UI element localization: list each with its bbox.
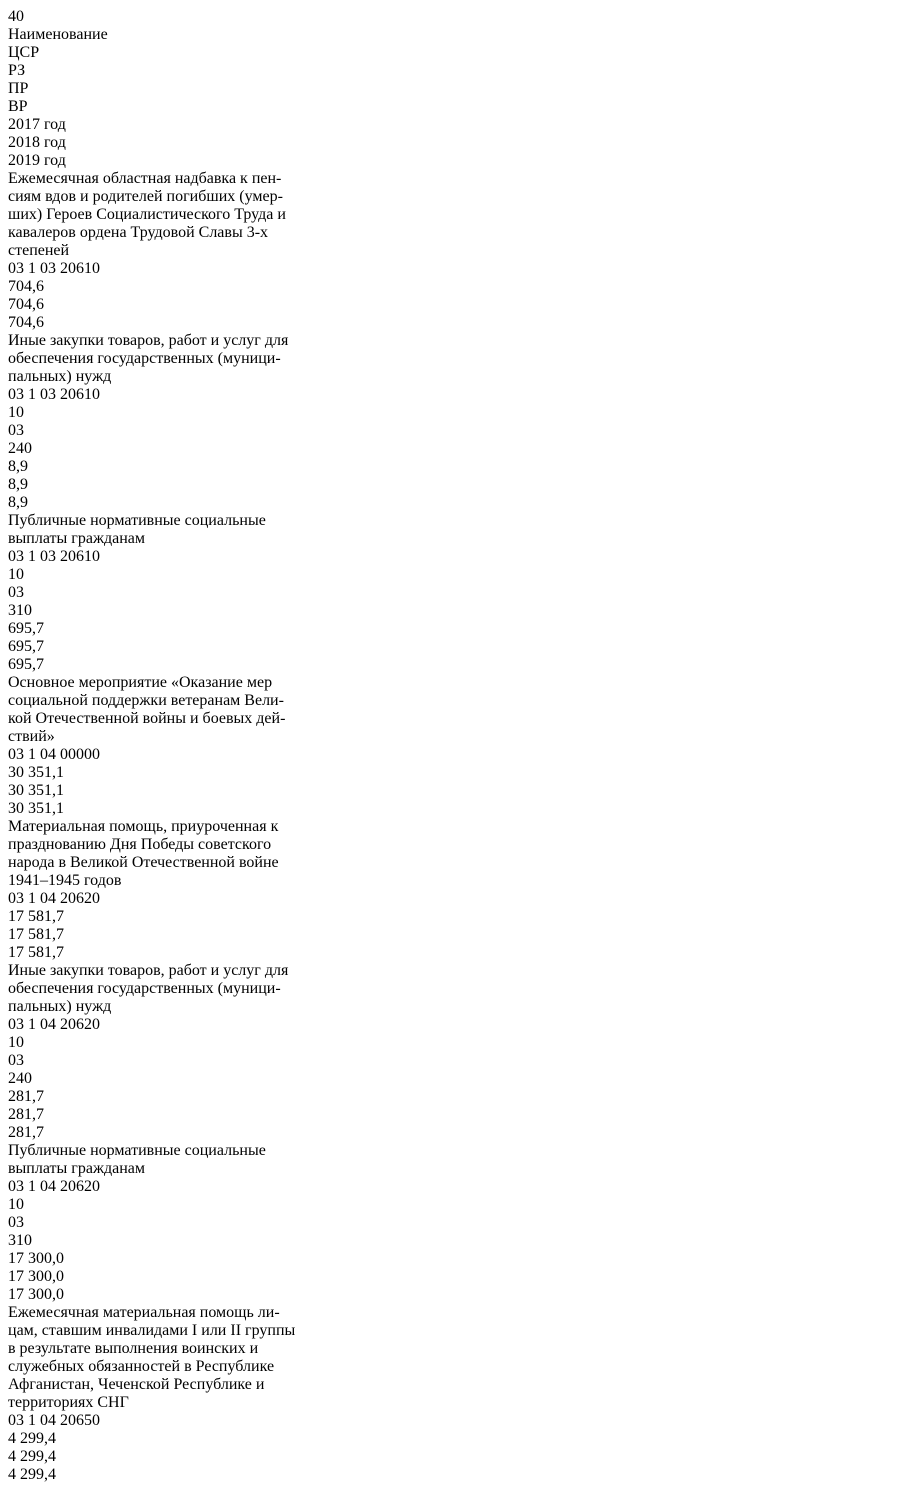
table-row — [8, 1304, 897, 1484]
row-vr: 310 — [8, 602, 32, 619]
row-2019: 281,7 — [8, 1124, 44, 1141]
row-2018: 704,6 — [8, 296, 44, 313]
row-2017: 17 300,0 — [8, 1250, 64, 1267]
row-2018: 17 581,7 — [8, 926, 64, 943]
row-name: Иные закупки товаров, работ и услуг для обеспечения государственных (муници- пальных) нужд — [8, 332, 289, 385]
row-csr: 03 1 04 20620 — [8, 890, 100, 907]
row-2017: 695,7 — [8, 620, 44, 637]
row-2018: 17 300,0 — [8, 1268, 64, 1285]
row-2018: 281,7 — [8, 1106, 44, 1123]
row-2019: 695,7 — [8, 656, 44, 673]
row-name: Иные закупки товаров, работ и услуг для обеспечения государственных (муници- пальных) нужд — [8, 962, 289, 1015]
row-2019: 17 581,7 — [8, 944, 64, 961]
row-2019: 30 351,1 — [8, 800, 64, 817]
row-name: Ежемесячная областная надбавка к пен- сиям вдов и родителей погибших (умер- ших) Героев Социалистического Труда и кавалеров ордена Трудовой Славы 3-х степеней — [8, 170, 286, 259]
row-2018: 695,7 — [8, 638, 44, 655]
header-csr: ЦСР — [8, 44, 40, 61]
table-row — [8, 512, 897, 674]
row-rz: 10 — [8, 404, 24, 421]
table-row — [8, 962, 897, 1142]
row-2017: 30 351,1 — [8, 764, 64, 781]
table-header — [8, 26, 897, 170]
row-csr: 03 1 04 20620 — [8, 1016, 100, 1033]
header-2019: 2019 год — [8, 152, 66, 169]
row-rz: 10 — [8, 566, 24, 583]
row-2018: 8,9 — [8, 476, 28, 493]
row-csr: 03 1 03 20610 — [8, 260, 100, 277]
row-2017: 281,7 — [8, 1088, 44, 1105]
row-vr: 240 — [8, 440, 32, 457]
row-csr: 03 1 03 20610 — [8, 548, 100, 565]
table-row — [8, 332, 897, 512]
row-name: Публичные нормативные социальные выплаты гражданам — [8, 1142, 266, 1177]
header-vr: ВР — [8, 98, 28, 115]
row-2019: 4 299,4 — [8, 1466, 56, 1483]
row-pr: 03 — [8, 1214, 24, 1231]
row-2017: 17 581,7 — [8, 908, 64, 925]
row-2017: 4 299,4 — [8, 1430, 56, 1447]
row-name: Основное мероприятие «Оказание мер социальной поддержки ветеранам Вели- кой Отечественной войны и боевых дей- ствий» — [8, 674, 286, 745]
row-name: Материальная помощь, приуроченная к празднованию Дня Победы советского народа в Великой Отечественной войне 1941–1945 годов — [8, 818, 279, 889]
header-rz: РЗ — [8, 62, 26, 79]
row-2019: 8,9 — [8, 494, 28, 511]
row-2018: 30 351,1 — [8, 782, 64, 799]
table-row — [8, 818, 897, 962]
document-page — [8, 8, 897, 1484]
row-csr: 03 1 04 20650 — [8, 1412, 100, 1429]
row-vr: 240 — [8, 1070, 32, 1087]
page-number: 40 — [8, 8, 24, 25]
header-2017: 2017 год — [8, 116, 66, 133]
row-2018: 4 299,4 — [8, 1448, 56, 1465]
row-2019: 704,6 — [8, 314, 44, 331]
row-csr: 03 1 04 00000 — [8, 746, 100, 763]
row-pr: 03 — [8, 584, 24, 601]
row-csr: 03 1 03 20610 — [8, 386, 100, 403]
header-name: Наименование — [8, 26, 108, 43]
row-name: Публичные нормативные социальные выплаты гражданам — [8, 512, 266, 547]
row-2017: 8,9 — [8, 458, 28, 475]
row-csr: 03 1 04 20620 — [8, 1178, 100, 1195]
header-pr: ПР — [8, 80, 29, 97]
table-row — [8, 674, 897, 818]
table-row — [8, 170, 897, 332]
row-vr: 310 — [8, 1232, 32, 1249]
row-name: Ежемесячная материальная помощь ли- цам, ставшим инвалидами I или II группы в результате выполнения воинских и служебных обязанностей в Республике Афганистан, Чеченской Республике и территориях СНГ — [8, 1304, 296, 1411]
row-pr: 03 — [8, 422, 24, 439]
row-rz: 10 — [8, 1196, 24, 1213]
row-pr: 03 — [8, 1052, 24, 1069]
table-row — [8, 1142, 897, 1304]
row-rz: 10 — [8, 1034, 24, 1051]
row-2019: 17 300,0 — [8, 1286, 64, 1303]
row-2017: 704,6 — [8, 278, 44, 295]
header-2018: 2018 год — [8, 134, 66, 151]
